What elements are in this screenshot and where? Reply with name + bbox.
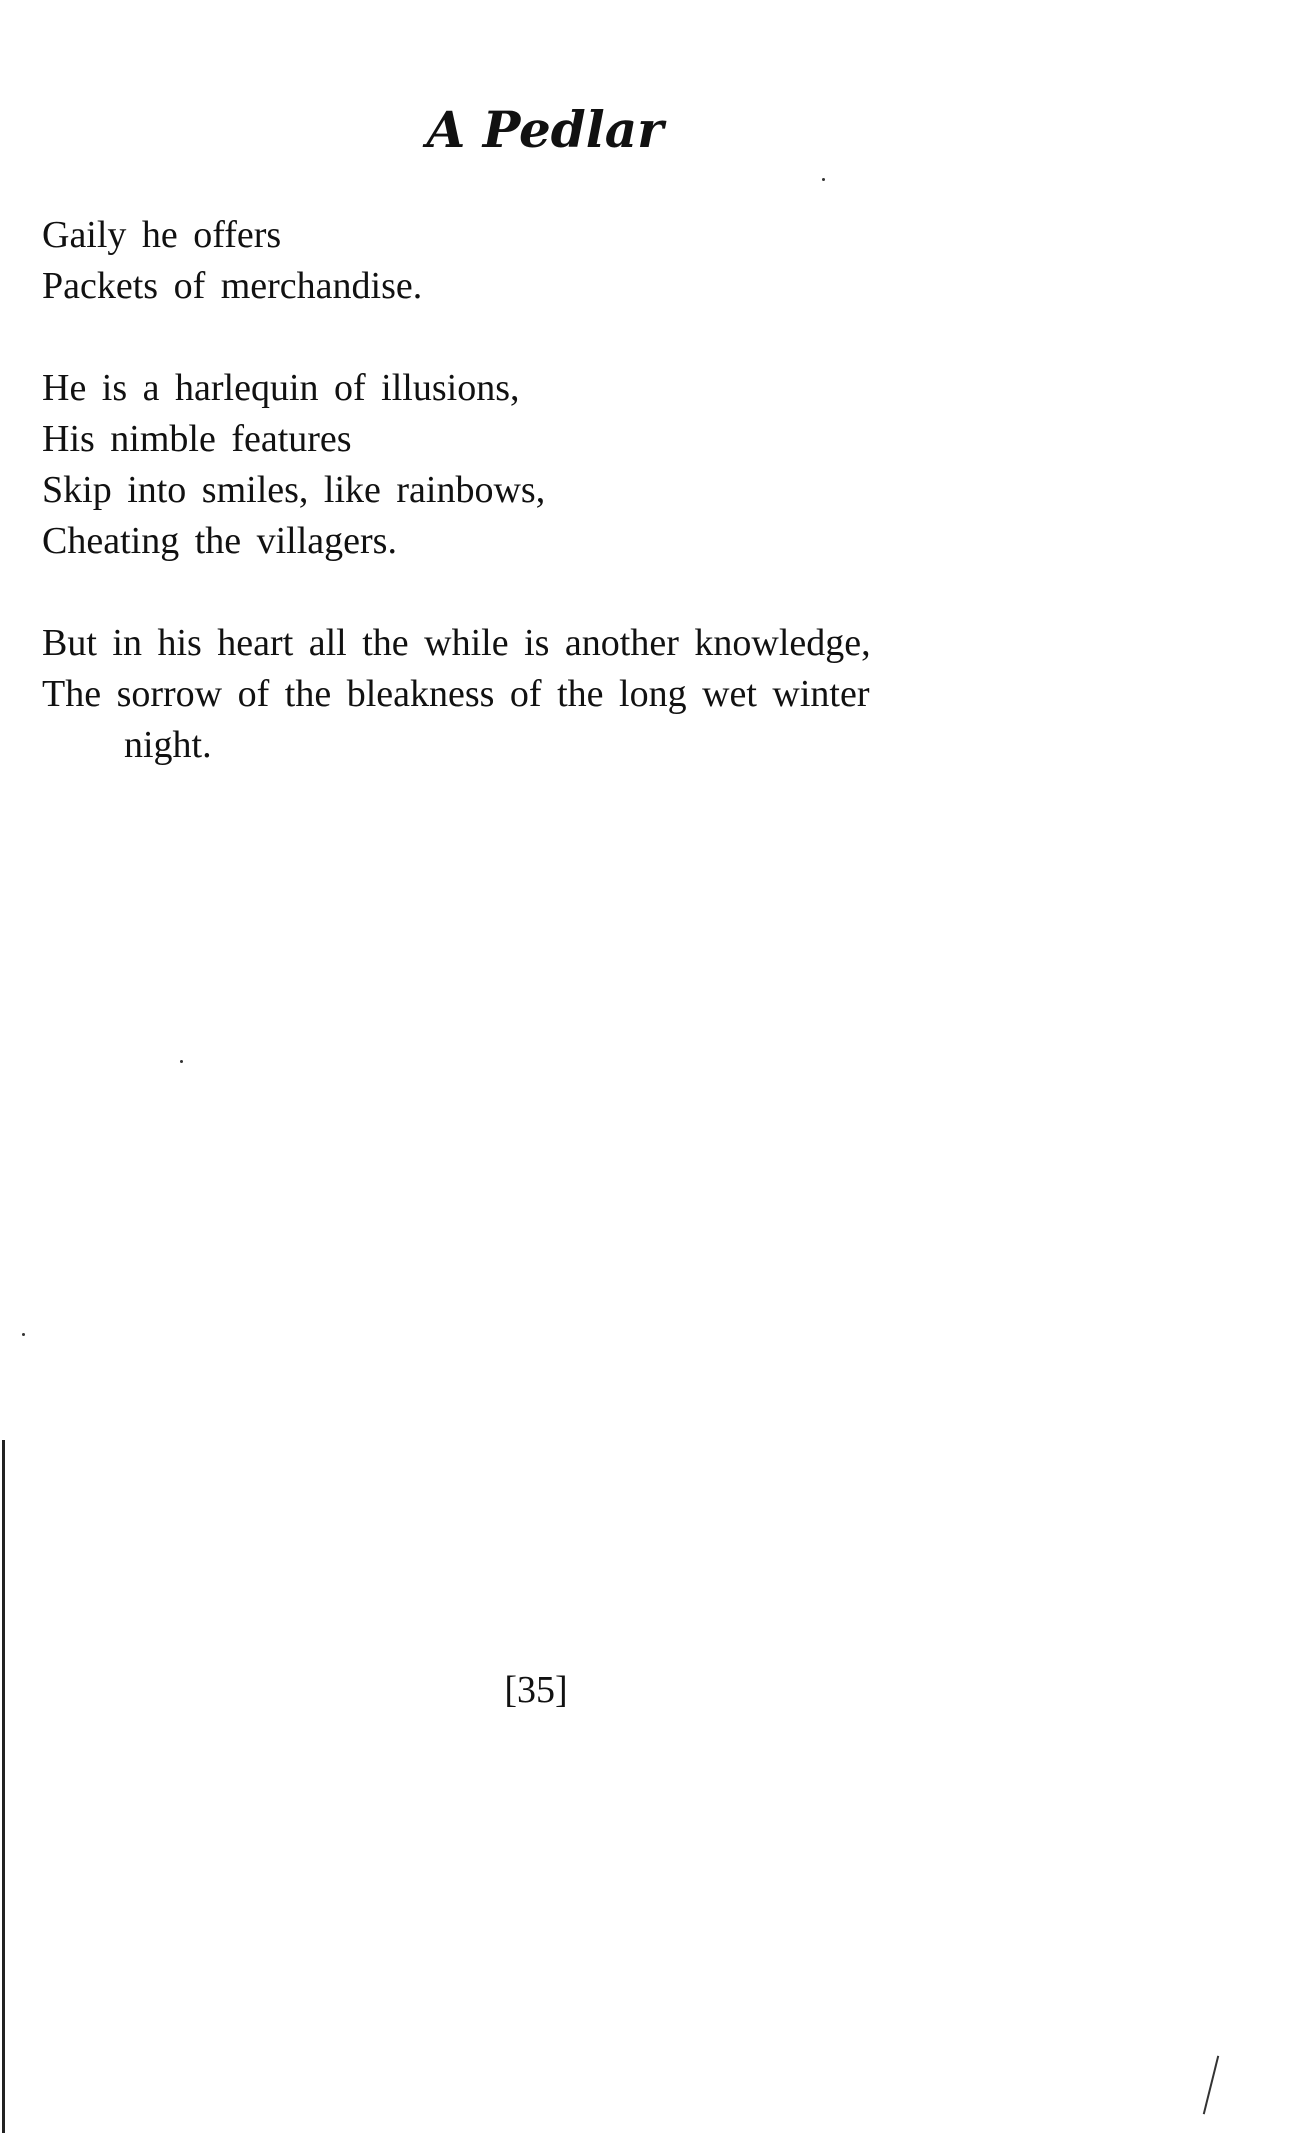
poem-line: He is a harlequin of illusions, [42, 367, 520, 409]
poem-line: Gaily he offers [42, 214, 282, 256]
scan-edge-shadow [2, 1440, 5, 2133]
poem-line: Cheating the villagers. [42, 520, 397, 562]
scan-speck [180, 1060, 183, 1063]
poem-body [42, 210, 1062, 822]
page-number: [35] [504, 1669, 568, 1711]
poem-line: The sorrow of the bleakness of the long wet winter [42, 673, 870, 715]
poem-line: Packets of merchandise. [42, 265, 423, 307]
scan-speck [22, 1333, 25, 1336]
poem-title: A Pedlar [426, 100, 664, 159]
stanza-3 [42, 618, 1062, 771]
stanza-1 [42, 210, 1062, 312]
stanza-2 [42, 363, 1062, 567]
poem-line: His nimble features [42, 418, 352, 460]
poem-line: But in his heart all the while is another knowledge, [42, 622, 871, 664]
scan-speck [822, 178, 825, 181]
poem-line: Skip into smiles, like rainbows, [42, 469, 546, 511]
scan-pen-stroke [1203, 2056, 1219, 2115]
poem-line-continuation: night. [124, 724, 212, 766]
